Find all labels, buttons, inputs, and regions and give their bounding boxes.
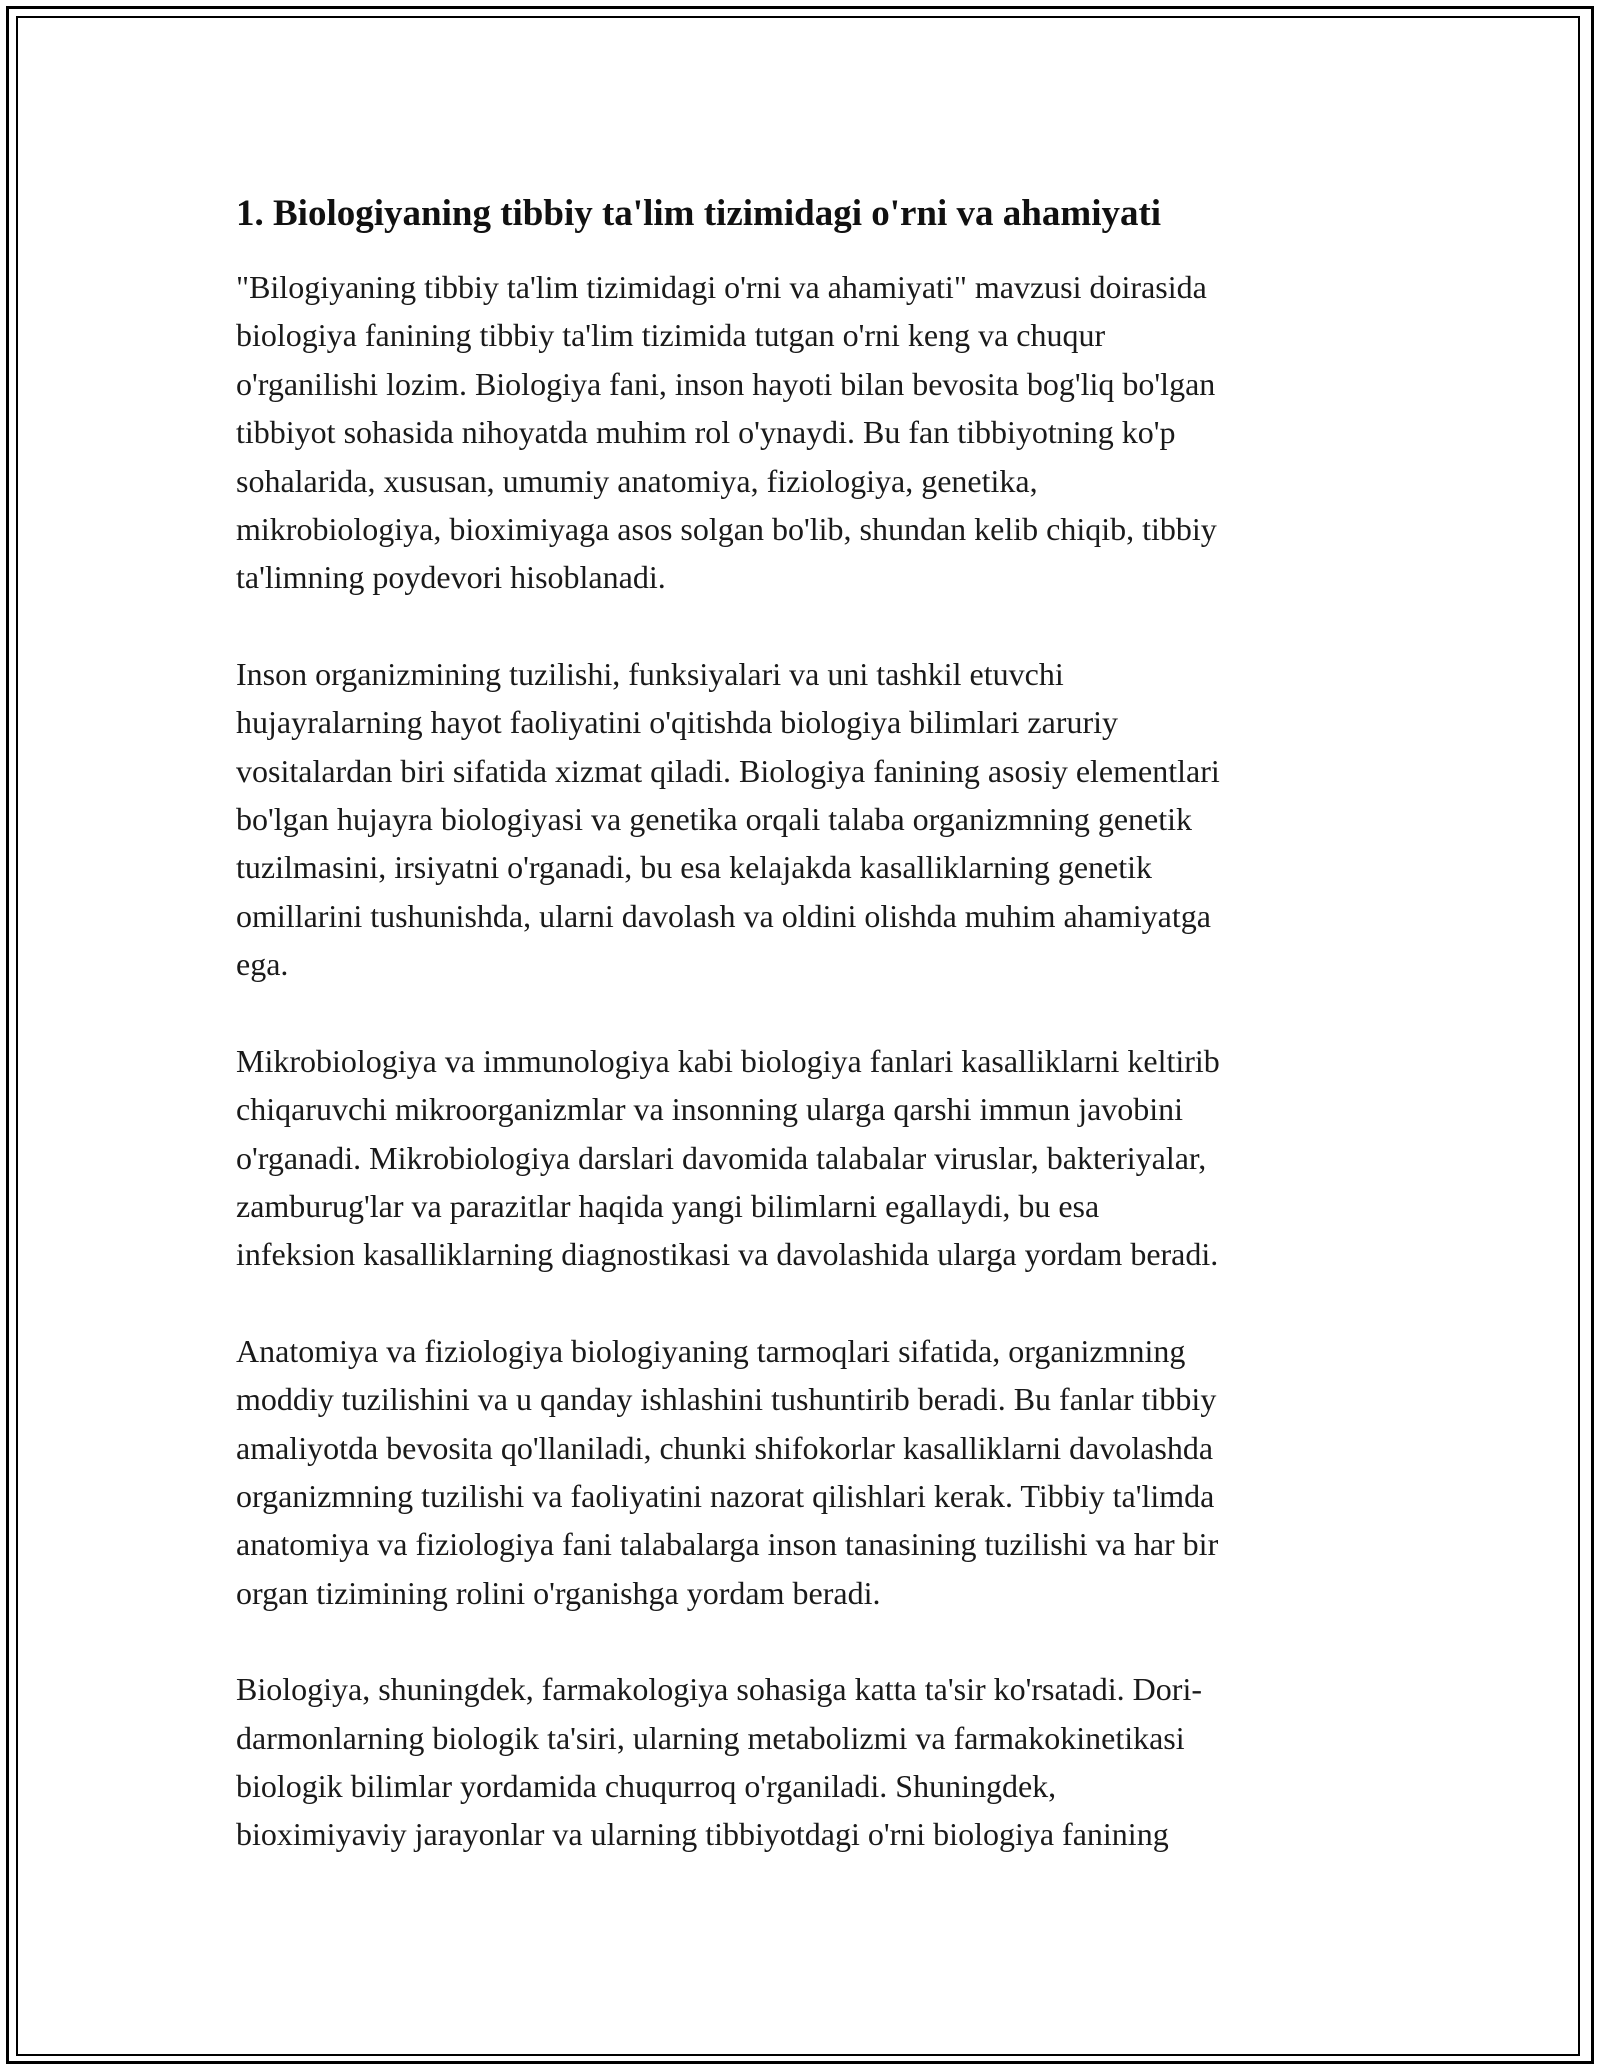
paragraph-line: omillarini tushunishda, ularni davolash va oldini olishda muhim ahamiyatga bbox=[236, 897, 1211, 934]
paragraph-line: Biologiya, shuningdek, farmakologiya sohasiga katta ta'sir ko'rsatadi. Dori- bbox=[236, 1671, 1202, 1708]
paragraph-line: organ tizimining rolini o'rganishga yordam beradi. bbox=[236, 1574, 881, 1611]
section-heading: 1. Biologiyaning tibbiy ta'lim tizimidagi o'rni va ahamiyati bbox=[236, 193, 1162, 234]
paragraph-line: bo'lgan hujayra biologiyasi va genetika orqali talaba organizmning genetik bbox=[236, 801, 1192, 838]
paragraph-line: Inson organizmining tuzilishi, funksiyalari va uni tashkil etuvchi bbox=[236, 655, 1064, 692]
paragraph-1 bbox=[236, 263, 1376, 602]
paragraph-line: Anatomiya va fiziologiya biologiyaning tarmoqlari sifatida, organizmning bbox=[236, 1332, 1186, 1369]
paragraph-3 bbox=[236, 1037, 1376, 1279]
paragraph-line: Mikrobiologiya va immunologiya kabi biologiya fanlari kasalliklarni keltirib bbox=[236, 1042, 1220, 1079]
paragraph-line: anatomiya va fiziologiya fani talabalarga inson tanasining tuzilishi va har bir bbox=[236, 1526, 1219, 1563]
paragraph-line: amaliyotda bevosita qo'llaniladi, chunki shifokorlar kasalliklarni davolashda bbox=[236, 1429, 1214, 1466]
paragraph-4 bbox=[236, 1327, 1376, 1617]
paragraph-line: mikrobiologiya, bioximiyaga asos solgan bo'lib, shundan kelib chiqib, tibbiy bbox=[236, 511, 1217, 548]
paragraph-line: moddiy tuzilishini va u qanday ishlashini tushuntirib beradi. Bu fanlar tibbiy bbox=[236, 1381, 1217, 1418]
paragraph-line: darmonlarning biologik ta'siri, ularning metabolizmi va farmakokinetikasi bbox=[236, 1719, 1185, 1756]
paragraph-line: ta'limning poydevori hisoblanadi. bbox=[236, 559, 666, 596]
paragraph-line: bioximiyaviy jarayonlar va ularning tibbiyotdagi o'rni biologiya fanining bbox=[236, 1816, 1169, 1853]
paragraph-line: infeksion kasalliklarning diagnostikasi va davolashida ularga yordam beradi. bbox=[236, 1236, 1219, 1273]
paragraph-2 bbox=[236, 650, 1376, 989]
paragraph-line: tibbiyot sohasida nihoyatda muhim rol o'ynaydi. Bu fan tibbiyotning ko'p bbox=[236, 414, 1176, 451]
paragraph-line: ega. bbox=[236, 946, 289, 983]
paragraph-line: vositalardan biri sifatida xizmat qiladi. Biologiya fanining asosiy elementlari bbox=[236, 752, 1220, 789]
paragraph-line: hujayralarning hayot faoliyatini o'qitishda biologiya bilimlari zaruriy bbox=[236, 704, 1118, 741]
paragraph-5 bbox=[236, 1665, 1376, 1859]
paragraph-line: zamburug'lar va parazitlar haqida yangi bilimlarni egallaydi, bu esa bbox=[236, 1187, 1100, 1224]
document-body bbox=[236, 186, 1376, 1907]
paragraph-line: organizmning tuzilishi va faoliyatini nazorat qilishlari kerak. Tibbiy ta'limda bbox=[236, 1477, 1215, 1514]
paragraph-line: o'rganilishi lozim. Biologiya fani, inson hayoti bilan bevosita bog'liq bo'lgan bbox=[236, 365, 1216, 402]
paragraph-line: biologik bilimlar yordamida chuqurroq o'rganiladi. Shuningdek, bbox=[236, 1767, 1057, 1804]
paragraph-line: chiqaruvchi mikroorganizmlar va insonning ularga qarshi immun javobini bbox=[236, 1091, 1184, 1128]
paragraph-line: biologiya fanining tibbiy ta'lim tizimida tutgan o'rni keng va chuqur bbox=[236, 317, 1106, 354]
paragraph-line: "Bilogiyaning tibbiy ta'lim tizimidagi o'rni va ahamiyati" mavzusi doirasida bbox=[236, 269, 1207, 305]
paragraph-line: sohalarida, xususan, umumiy anatomiya, fiziologiya, genetika, bbox=[236, 462, 1038, 499]
paragraph-line: tuzilmasini, irsiyatni o'rganadi, bu esa kelajakda kasalliklarning genetik bbox=[236, 849, 1153, 886]
paragraph-line: o'rganadi. Mikrobiologiya darslari davomida talabalar viruslar, bakteriyalar, bbox=[236, 1139, 1207, 1176]
